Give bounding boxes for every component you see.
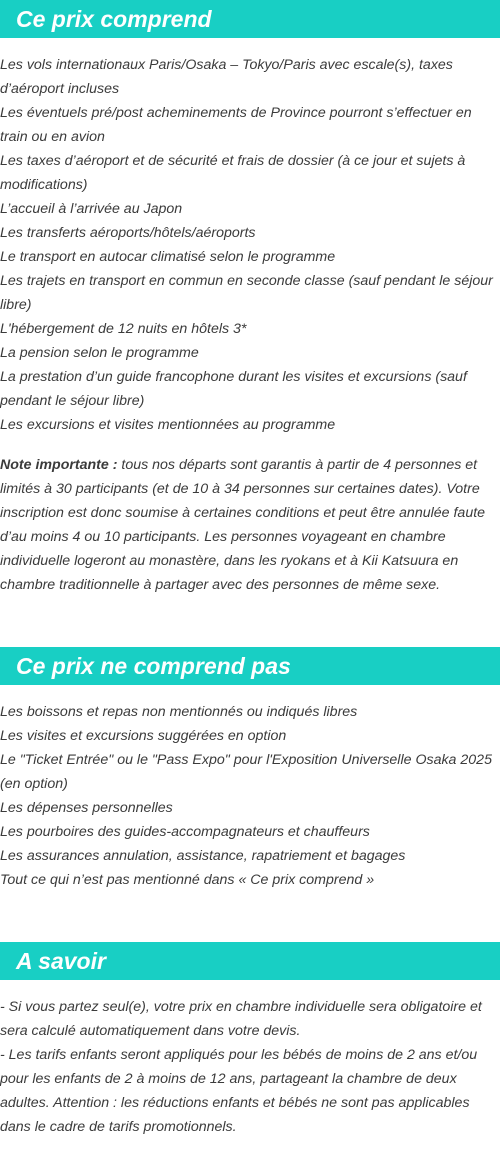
to-know-list (0, 995, 500, 1139)
list-item: Les vols internationaux Paris/Osaka – Tokyo/Paris avec escale(s), taxes d’aéroport incluses (0, 57, 453, 97)
important-note-text: tous nos départs sont garantis à partir de 4 personnes et limités à 30 participants (et de 10 à 34 personnes sur certaines dates). Votre inscription est donc soumise à certaines conditions et peut être annulée faute d’au moins 4 ou 10 participants. Les personnes voyageant en chambre individuelle logeront au monastère, dans les ryokans et à Kii Katsuura en chambre traditionnelle à partager avec des personnes de même sexe. (0, 457, 486, 593)
included-title: Ce prix comprend (0, 0, 500, 38)
list-item: Les boissons et repas non mentionnés ou indiqués libres (0, 704, 358, 720)
list-item: Les dépenses personnelles (0, 800, 173, 816)
to-know-title: A savoir (0, 942, 500, 980)
list-item: Les pourboires des guides-accompagnateurs et chauffeurs (0, 824, 370, 840)
list-item: Tout ce qui n’est pas mentionné dans « Ce prix comprend » (0, 872, 375, 888)
important-note (0, 453, 500, 597)
list-item: Les assurances annulation, assistance, rapatriement et bagages (0, 848, 406, 864)
list-item: Les transferts aéroports/hôtels/aéroports (0, 225, 256, 241)
list-item: Les excursions et visites mentionnées au programme (0, 417, 336, 433)
list-item: Les trajets en transport en commun en seconde classe (sauf pendant le séjour libre) (0, 273, 493, 313)
list-item: - Les tarifs enfants seront appliqués pour les bébés de moins de 2 ans et/ou pour les enfants de 2 à moins de 12 ans, partageant la chambre de deux adultes. Attention : les réductions enfants et bébés ne sont pas applicables dans le cadre de tarifs promotionnels. (0, 1047, 478, 1135)
list-item: Les éventuels pré/post acheminements de Province pourront s’effectuer en train ou en avion (0, 105, 472, 145)
list-item: Le transport en autocar climatisé selon le programme (0, 249, 336, 265)
list-item: Le "Ticket Entrée" ou le "Pass Expo" pour l'Exposition Universelle Osaka 2025 (en option) (0, 752, 492, 792)
list-item: - Si vous partez seul(e), votre prix en chambre individuelle sera obligatoire et sera calculé automatiquement dans votre devis. (0, 999, 482, 1039)
excluded-title: Ce prix ne comprend pas (0, 647, 500, 685)
important-note-label: Note importante : (0, 457, 118, 473)
excluded-list (0, 700, 500, 892)
list-item: Les visites et excursions suggérées en option (0, 728, 287, 744)
excluded-section (0, 647, 500, 892)
list-item: L'hébergement de 12 nuits en hôtels 3* (0, 321, 247, 337)
included-list (0, 53, 500, 437)
list-item: La pension selon le programme (0, 345, 199, 361)
list-item: La prestation d’un guide francophone durant les visites et excursions (sauf pendant le séjour libre) (0, 369, 467, 409)
list-item: Les taxes d’aéroport et de sécurité et frais de dossier (à ce jour et sujets à modifications) (0, 153, 466, 193)
to-know-section (0, 942, 500, 1139)
list-item: L’accueil à l’arrivée au Japon (0, 201, 183, 217)
